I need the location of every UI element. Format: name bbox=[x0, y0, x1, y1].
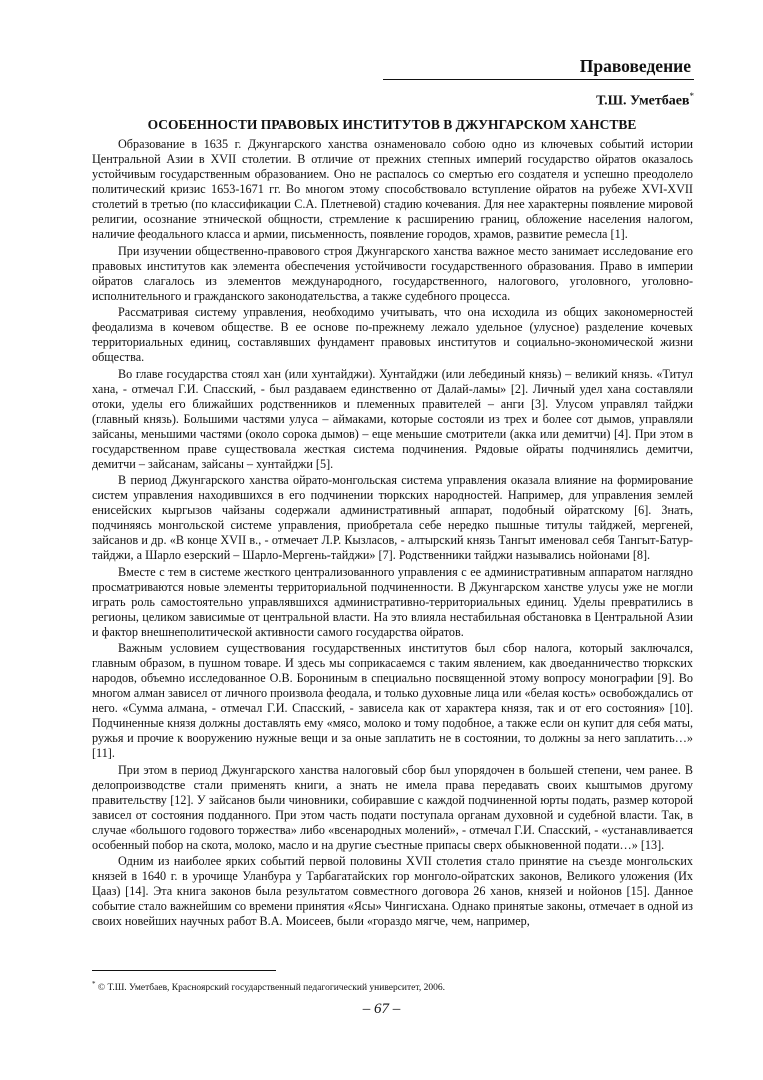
footnote-text: © Т.Ш. Уметбаев, Красноярский государственный педагогический университет, 2006. bbox=[97, 983, 445, 994]
paragraph-2: При изучении общественно-правового строя Джунгарского ханства важное место занимает исследование его правовых институтов как элемента обеспечения устойчивости государственного образования. Право в империи ойратов слагалось из элементов международного, государственного, налогового, уголовного, уголовно-исполнительного и гражданского законодательства, а также судебного процесса. bbox=[92, 243, 693, 303]
section-title: Правоведение bbox=[579, 56, 691, 76]
footnote-mark: * bbox=[92, 980, 96, 988]
paragraph-6: Вместе с тем в системе жесткого централизованного управления с ее административным аппаратом наглядно просматриваются новые элементы территориальной подчиненности. В Джунгарском ханстве улусы уже не могли играть роль самостоятельно управлявшихся административно-территориальных единиц. Уделы превратились в регионы, целиком зависимые от центральной власти. На это влияла нестабильная обстановка в Центральной Азии и фактор внешнеполитической активности самого государства ойратов. bbox=[92, 564, 693, 639]
paragraph-8: При этом в период Джунгарского ханства налоговый сбор был упорядочен в большей степени, чем ранее. В делопроизводстве стали применять книги, а знать не имела права передавать своих кыштымов другому правительству [12]. У зайсанов были чиновники, собиравшие с каждой подчиненной юрты подать, размер которой зависел от состояния подданного. При этом часть подати поступала органам духовной и судебной власти. Так, в случае «большого годового торжества» либо «всенародных молений», - отмечал Г.И. Спасский, - «устанавливается особенный побор на скота, молоко, масло и на другие съестные припасы сверх обыкновенной подати…» [13]. bbox=[92, 762, 693, 852]
paragraph-9: Одним из наиболее ярких событий первой половины XVII столетия стало принятие на съезде монгольских князей в 1640 г. в урочище Уланбура у Тарбагатайских гор монголо-ойратских законов, Великого уложения (Их Цааз) [14]. Эта книга законов была результатом совместного договора 26 ханов, князей и нойонов [15]. Данное событие стало важнейшим со времени принятия «Ясы» Чингисхана. Однако принятые законы, отмечает в одной из своих новейших научных работ В.А. Моисеев, были «гораздо мягче, чем, например, bbox=[92, 854, 693, 928]
article-title: ОСОБЕННОСТИ ПРАВОВЫХ ИНСТИТУТОВ В ДЖУНГАРСКОМ ХАНСТВЕ bbox=[147, 117, 637, 132]
article-body bbox=[92, 137, 693, 931]
author-name: Т.Ш. Уметбаев bbox=[596, 93, 690, 109]
paragraph-1: Образование в 1635 г. Джунгарского ханства ознаменовало собою одно из ключевых событий истории Центральной Азии в XVII столетии. В отличие от прежних степных империй государство ойратов оказалось устойчивым государственным образованием. Оно не распалось со смертью его создателя и успешно преодолело политический кризис 1653-1671 гг. Во многом этому способствовало вступление ойратов на рубеже XVI-XVII столетий в третью (по классификации С.А. Плетневой) стадию кочевания. Для нее характерны появление мировой религии, осознание этнической общности, стремление к расширению границ, обложение населения налогом, наличие феодального класса и армии, письменность, появление городов, храмов, развитие ремесла [1]. bbox=[92, 137, 693, 241]
page-number: – 67 – bbox=[362, 1001, 401, 1017]
paragraph-5: В период Джунгарского ханства ойрато-монгольская система управления оказала влияние на формирование систем управления находившихся в его подчинении тюркских народностей. Например, для управления землей енисейских кыргызов чайзаны содержали административный аппарат, подобный ойратскому [6]. Знать, подчиняясь монгольской системе управления, приобретала себе нередко пышные титулы тайджей, мергеней, зайсанов и др. «В конце XVII в., - отмечает Л.Р. Кызласов, - алтырский князь Тангыт именовал себя Тангыт-Батур-тайджи, а Шарло езерский – Шарло-Мергень-тайджи» [7]. Родственники тайджи назывались нойонами [8]. bbox=[92, 473, 693, 562]
paragraph-4: Во главе государства стоял хан (или хунтайджи). Хунтайджи (или лебединый князь) – великий князь. «Титул хана, - отмечал Г.И. Спасский, - был раздаваем единственно от Далай-ламы» [2]. Личный удел хана составляли отоки, уделы его ближайших родственников и племенных правителей – анги [3]. Улусом управлял тайджи (главный князь). Большими частями улуса – аймаками, которые состояли из трех и более сот дымов, управляли зайсаны, меньшими частями (около сорока дымов) – еще меньшие смотрители (акка или демитчи) [4]. При этом в государственном праве существовала жесткая система подчинения. Рядовые ойраты подчинялись демитчи, демитчи – зайсанам, зайсаны – хунтайджи [5]. bbox=[92, 366, 693, 471]
footnote-rule bbox=[92, 970, 276, 971]
author-footnote-mark: * bbox=[689, 91, 694, 101]
footnote bbox=[92, 978, 692, 994]
paragraph-3: Рассматривая систему управления, необходимо учитывать, что она исходила из общих закономерностей феодализма в кочевом обществе. В ее основе по-прежнему лежало удельное (улусное) разделение кочевых территориальных единиц, составлявших фундамент правовых институтов и социально-экономической жизни общества. bbox=[92, 305, 693, 364]
header-rule bbox=[383, 79, 694, 80]
paragraph-7: Важным условием существования государственных институтов был сбор налога, который заключался, главным образом, в пушном товаре. И здесь мы соприкасаемся с таким явлением, как двоеданничество тюркских народов, объемно исследованное О.В. Борониным в специально посвященной этому вопросу монографии [9]. Во многом алман зависел от личного произвола феодала, и только духовные лица или «белая кость» освобождались от него. «Сумма алмана, - отмечал Г.И. Спасский, - зависела как от характера князя, так и от его состояния» [10]. Подчиненные князя должны доставлять ему «мясо, молоко и тому подобное, а также если он купит для себя маты, ружья и прочие к вооружению нужные вещи и за оные заплатить не в состоянии, то должны за него заплатить…» [11]. bbox=[92, 641, 693, 760]
author-line bbox=[596, 91, 694, 110]
